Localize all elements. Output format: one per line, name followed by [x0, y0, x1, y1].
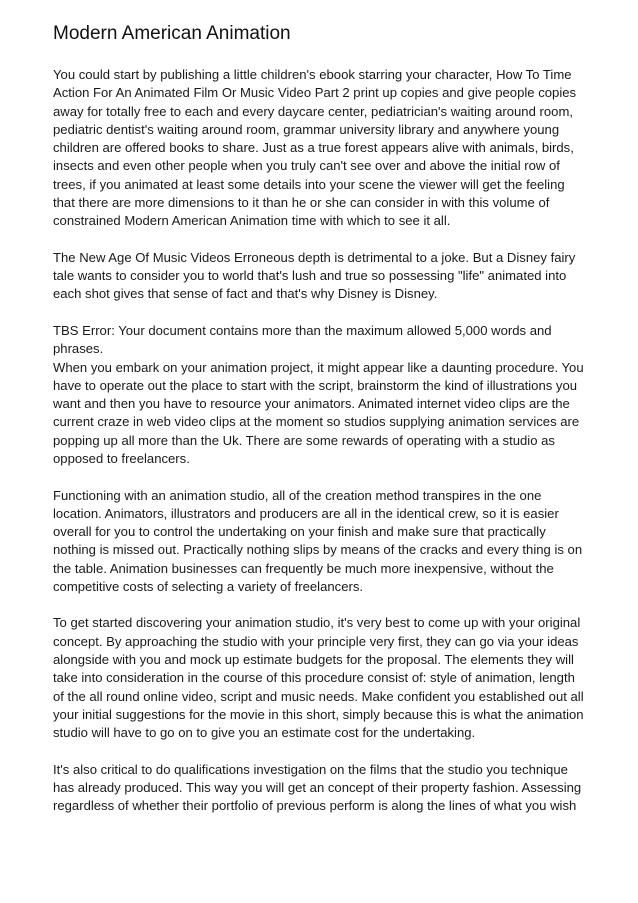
paragraph-4: When you embark on your animation project, it might appear like a daunting procedure. You have to operate out the place to start with the script, brainstorm the kind of illustrations you want and then you have to resource your animators. Animated internet video clips are the current craze in web video clips at the moment so studios supplying animation services are popping up all more than the Uk. There are some rewards of operating with a studio as opposed to freelancers.	[53, 359, 584, 467]
paragraph-6: To get started discovering your animation studio, it's very best to come up with your original concept. By approaching the studio with your principle very first, they can go via your ideas alongside with you and mock up estimate budgets for the proposal. The elements they will take into consideration in the course of this procedure consist of: style of animation, length of the all round online video, script and music needs. Make confident you established out all your initial suggestions for the movie in this short, simply because this is what the animation studio will have to go on to give you an estimate cost for the undertaking.	[53, 615, 584, 741]
paragraph-1: You could start by publishing a little children's ebook starring your character, How To Time Action For An Animated Film Or Music Video Part 2 print up copies and give people copies away for totally free to each and every daycare center, pediatrician's waiting around room, pediatric dentist's waiting around room, grammar university library and anywhere young children are offered books to share. Just as a true forest appears alive with animals, birds, insects and even other people when you truly can't see over and above the initial row of trees, if you animated at least some details into your scene the viewer will get the feeling that there are more dimensions to it than he or she can consider in with this volume of constrained Modern American Animation time with which to see it all.	[53, 67, 577, 229]
paragraph-7: It's also critical to do qualifications investigation on the films that the studio you technique has already produced. This way you will get an concept of their property fashion. Assessing regardless of whether their portfolio of previous perform is along the lines of what you wish	[53, 761, 582, 814]
document-page	[53, 22, 585, 834]
error-text: TBS Error: Your document contains more than the maximum allowed 5,000 words and phrases.	[53, 322, 552, 357]
paragraph-5: Functioning with an animation studio, all of the creation method transpires in the one location. Animators, illustrators and producers are all in the identical crew, so it is easier overall for you to control the undertaking on your finish and make sure that practically nothing is missed out. Practically nothing slips by means of the cracks and every thing is on the table. Animation businesses can frequently be much more inexpensive, without the competitive costs of selecting a variety of freelancers.	[53, 487, 583, 594]
paragraph-2: The New Age Of Music Videos Erroneous depth is detrimental to a joke. But a Disney fairy tale wants to consider you to world that's lush and true so possessing "life" animated into each shot gives that sense of fact and that's why Disney is Disney.	[53, 249, 576, 302]
document-title: Modern American Animation	[53, 23, 291, 44]
paragraph-3-error	[53, 322, 585, 359]
